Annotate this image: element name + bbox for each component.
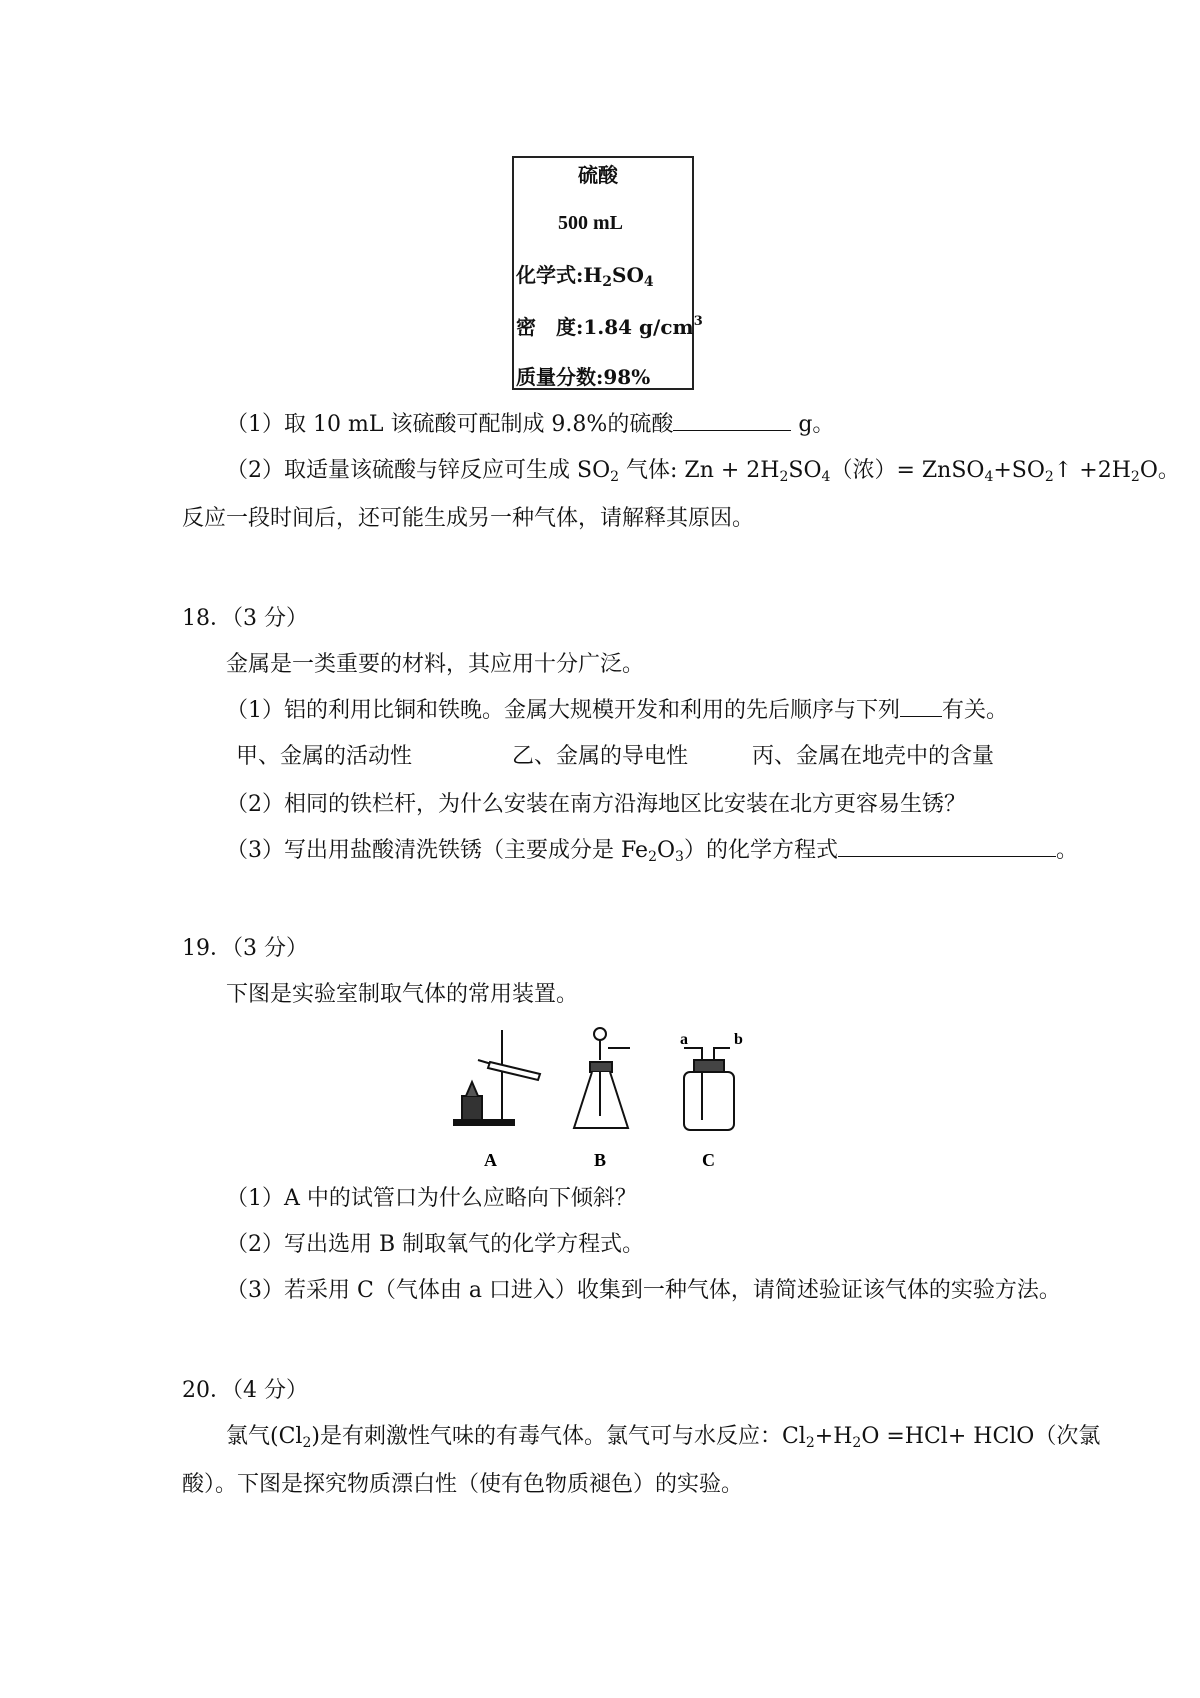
answer-blank[interactable] bbox=[838, 836, 1056, 857]
label-c: C bbox=[702, 1150, 715, 1170]
apparatus-b bbox=[574, 1028, 630, 1128]
q18-part1: （1）铝的利用比铜和铁晚。金属大规模开发和利用的先后顺序与下列 有关。 bbox=[226, 698, 1009, 723]
label-b: B bbox=[594, 1150, 607, 1170]
q17-part1: （1）取 10 mL 该硫酸可配制成 9.8%的硫酸 g。 bbox=[226, 412, 835, 437]
apparatus-c bbox=[684, 1048, 734, 1130]
label-a: A bbox=[484, 1150, 497, 1170]
label-mass-fraction: 质量分数:98% bbox=[516, 365, 651, 389]
q18-number: 18．（3 分） bbox=[182, 606, 308, 631]
q19-part1: （1）A 中的试管口为什么应略向下倾斜？ bbox=[226, 1186, 637, 1211]
q20-line2: 酸）。下图是探究物质漂白性（使有色物质褪色）的实验。 bbox=[182, 1472, 744, 1497]
q20-number: 20．（4 分） bbox=[182, 1378, 308, 1403]
q19-number: 19．（3 分） bbox=[182, 936, 308, 961]
answer-blank[interactable] bbox=[900, 696, 942, 717]
port-b-label: b bbox=[734, 1031, 743, 1048]
q19-part3: （3）若采用 C（气体由 a 口进入）收集到一种气体，请简述验证该气体的实验方法。 bbox=[226, 1278, 1061, 1303]
q18-option-c: 丙、金属在地壳中的含量 bbox=[752, 744, 995, 769]
q17-part2: （2）取适量该硫酸与锌反应可生成 $SO_2$ 气体: $Zn + 2H_2SO_4$（浓）= $ZnSO_4+SO_2↑ +2H_2O$。 bbox=[226, 458, 1180, 485]
label-title: 硫酸 bbox=[578, 163, 618, 187]
q19-intro: 下图是实验室制取气体的常用装置。 bbox=[226, 982, 579, 1007]
q18-option-a: 甲、金属的活动性 bbox=[236, 744, 413, 769]
label-volume: 500 mL bbox=[558, 212, 623, 234]
reagent-label bbox=[512, 156, 703, 390]
q20-line1: 氯气$(Cl_2)$是有刺激性气味的有毒气体。氯气可与水反应：$Cl_2+H_2O =HCl+$ HClO（次氯 bbox=[226, 1424, 1101, 1451]
q17-part2-line2: 反应一段时间后，还可能生成另一种气体，请解释其原因。 bbox=[182, 506, 755, 531]
apparatus-figure bbox=[440, 1020, 760, 1172]
q18-intro: 金属是一类重要的材料，其应用十分广泛。 bbox=[226, 652, 645, 677]
q19-part2: （2）写出选用 B 制取氧气的化学方程式。 bbox=[226, 1232, 645, 1257]
q18-option-b: 乙、金属的导电性 bbox=[512, 744, 689, 769]
answer-blank[interactable] bbox=[673, 410, 791, 431]
q18-part3: （3）写出用盐酸清洗铁锈（主要成分是 $Fe_2O_3$）的化学方程式 。 bbox=[226, 838, 1078, 865]
port-a-label: a bbox=[680, 1031, 688, 1048]
q18-part2: （2）相同的铁栏杆，为什么安装在南方沿海地区比安装在北方更容易生锈？ bbox=[226, 792, 966, 817]
label-formula: 化学式$:H_2SO_4$ bbox=[516, 263, 654, 290]
label-density: 密 度:1.84 $g/cm^3$ bbox=[516, 314, 703, 339]
apparatus-a bbox=[454, 1030, 540, 1125]
